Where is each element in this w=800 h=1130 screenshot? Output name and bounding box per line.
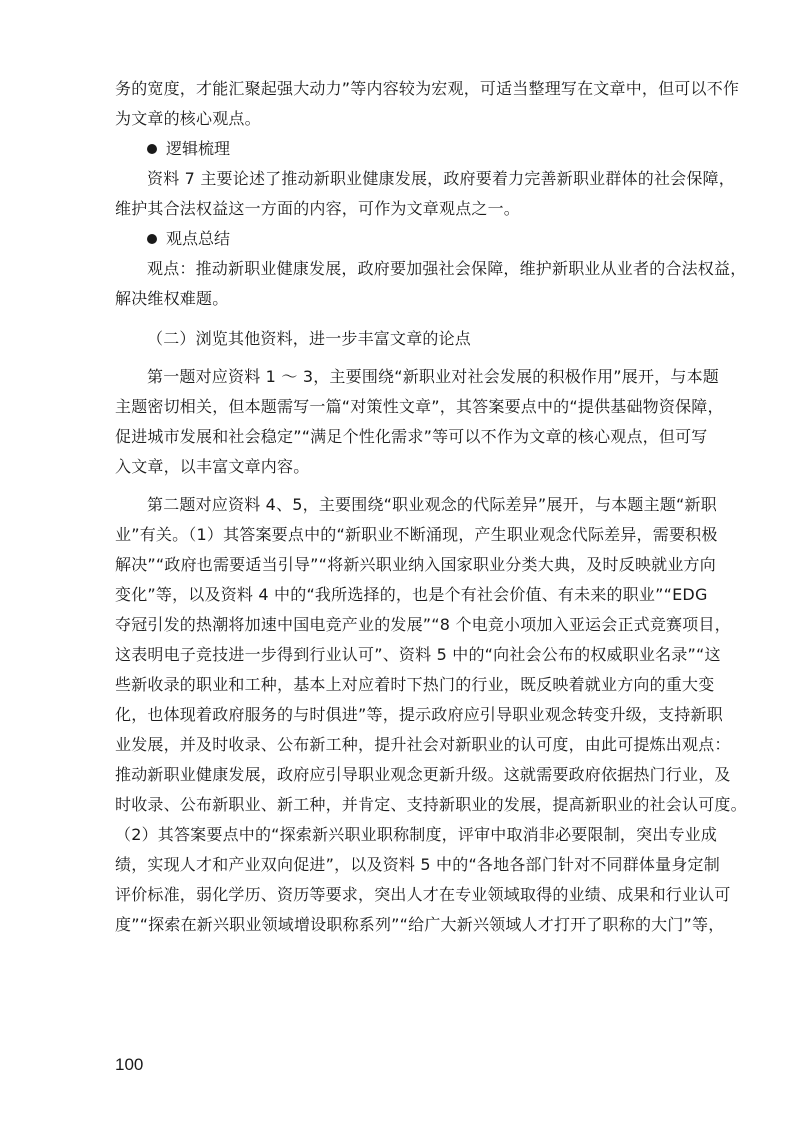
text-line: 观点：推动新职业健康发展，政府要加强社会保障，维护新职业从业者的合法权益， xyxy=(147,259,747,278)
text-line: （2）其答案要点中的“探索新兴职业职称制度，评审中取消非必要限制，突出专业成 xyxy=(115,825,718,844)
text-line: 推动新职业健康发展，政府应引导职业观念更新升级。这就需要政府依据热门行业，及 xyxy=(115,765,731,784)
text-line: 度”“探索在新兴职业领域增设职称系列”“给广大新兴领域人才打开了职称的大门”等， xyxy=(115,915,725,934)
paragraph-q1 xyxy=(115,362,724,482)
text-line: 第二题对应资料 4、5，主要围绕“职业观念的代际差异”展开，与本题主题“新职 xyxy=(147,495,717,514)
text-line: 化，也体现着政府服务的与时俱进”等，提示政府应引导职业观念转变升级，支持新职 xyxy=(115,705,723,724)
text-line: 变化”等，以及资料 4 中的“我所选择的，也是个有社会价值、有未来的职业”“EDG xyxy=(115,585,708,604)
bullet-icon xyxy=(147,234,157,244)
document-page xyxy=(115,74,747,940)
text-line: 主题密切相关，但本题需写一篇“对策性文章”，其答案要点中的“提供基础物资保障， xyxy=(115,397,724,416)
paragraph-q2 xyxy=(115,490,747,940)
subheading: （二）浏览其他资料，进一步丰富文章的论点 xyxy=(147,329,472,348)
text-line: 促进城市发展和社会稳定”“满足个性化需求”等可以不作为文章的核心观点，但可写 xyxy=(115,427,708,446)
text-line: 务的宽度，才能汇聚起强大动力”等内容较为宏观，可适当整理写在文章中，但可以不作 xyxy=(115,79,740,98)
page-number: 100 xyxy=(115,1055,144,1074)
heading-text: 逻辑梳理 xyxy=(166,139,231,158)
text-line: 入文章，以丰富文章内容。 xyxy=(115,457,310,476)
section-heading-summary xyxy=(115,224,715,254)
text-line: 评价标准，弱化学历、资历等要求，突出人才在专业领域取得的业绩、成果和行业认可 xyxy=(115,885,731,904)
text-line: 为文章的核心观点。 xyxy=(115,109,261,128)
section-heading-logic xyxy=(115,134,715,164)
text-line: 业发展，并及时收录、公布新工种，提升社会对新职业的认可度，由此可提炼出观点： xyxy=(115,735,731,754)
paragraph-intro xyxy=(115,74,740,134)
bullet-icon xyxy=(147,144,157,154)
text-line: 这表明电子竞技进一步得到行业认可”、资料 5 中的“向社会公布的权威职业名录”“这 xyxy=(115,645,721,664)
text-line: 时收录、公布新职业、新工种，并肯定、支持新职业的发展，提高新职业的社会认可度。 xyxy=(115,795,747,814)
text-line: 些新收录的职业和工种，基本上对应着时下热门的行业，既反映着就业方向的重大变 xyxy=(115,675,715,694)
text-line: 夺冠引发的热潮将加速中国电竞产业的发展”“8 个电竞小项加入亚运会正式竞赛项目， xyxy=(115,615,731,634)
text-line: 资料 7 主要论述了推动新职业健康发展，政府要着力完善新职业群体的社会保障， xyxy=(147,169,735,188)
text-line: 业”有关。（1）其答案要点中的“新职业不断涌现，产生职业观念代际差异，需要积极 xyxy=(115,525,718,544)
text-line: 绩，实现人才和产业双向促进”，以及资料 5 中的“各地各部门针对不同群体量身定制 xyxy=(115,855,720,874)
text-line: 解决”“政府也需要适当引导”“将新兴职业纳入国家职业分类大典，及时反映就业方向 xyxy=(115,555,716,574)
text-line: 维护其合法权益这一方面的内容，可作为文章观点之一。 xyxy=(115,199,521,218)
heading-text: 观点总结 xyxy=(166,229,231,248)
text-line: 解决维权难题。 xyxy=(115,289,229,308)
text-line: 第一题对应资料 1 ～ 3，主要围绕“新职业对社会发展的积极作用”展开，与本题 xyxy=(147,367,719,386)
